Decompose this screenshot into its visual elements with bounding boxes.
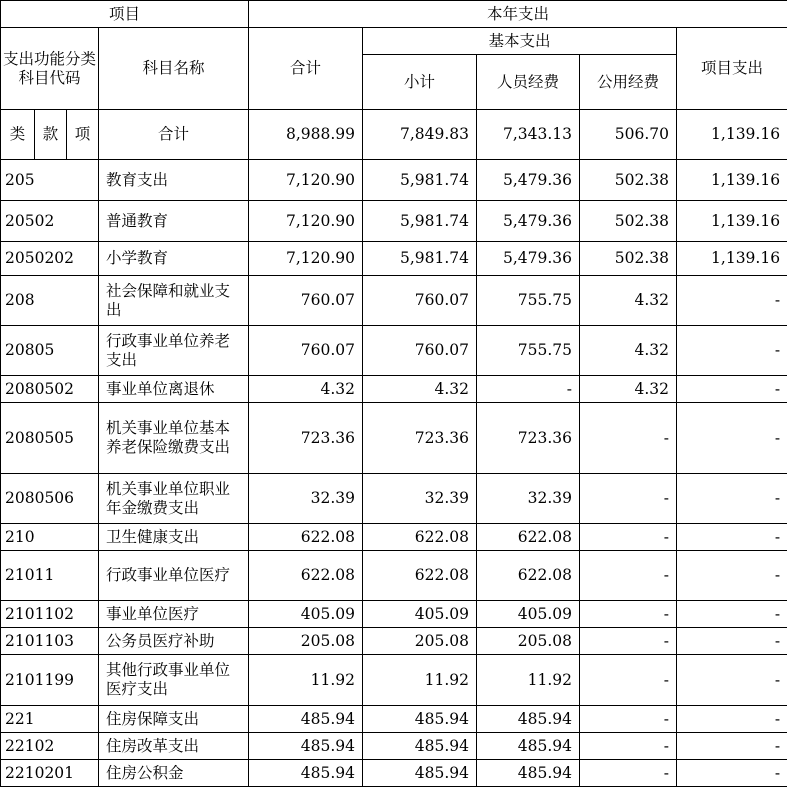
row-project: - xyxy=(677,403,787,474)
row-total: 4.32 xyxy=(249,376,363,403)
row-project: - xyxy=(677,733,787,760)
table-row xyxy=(1,733,787,760)
row-code: 2101199 xyxy=(1,655,99,706)
row-subtotal: 5,981.74 xyxy=(363,242,477,276)
row-subject-name-text: 教育支出 xyxy=(106,171,241,190)
row-personnel: 622.08 xyxy=(477,524,580,551)
total-row-public: 506.70 xyxy=(580,110,677,160)
row-subject-name xyxy=(99,160,249,201)
row-subject-name-text: 公务员医疗补助 xyxy=(106,632,241,651)
row-project: - xyxy=(677,706,787,733)
row-subtotal: 11.92 xyxy=(363,655,477,706)
row-subject-name xyxy=(99,706,249,733)
total-row-label: 合计 xyxy=(99,110,249,160)
row-subtotal: 622.08 xyxy=(363,551,477,601)
row-public: - xyxy=(580,760,677,787)
row-public: 502.38 xyxy=(580,201,677,242)
row-project: - xyxy=(677,376,787,403)
row-subject-name-text: 普通教育 xyxy=(106,212,241,231)
table-row xyxy=(1,242,787,276)
row-personnel: 723.36 xyxy=(477,403,580,474)
header-project-expenditure: 项目支出 xyxy=(677,28,787,110)
header-public-cost: 公用经费 xyxy=(580,55,677,110)
row-subject-name-text: 机关事业单位基本养老保险缴费支出 xyxy=(106,419,241,457)
total-row-project: 1,139.16 xyxy=(677,110,787,160)
row-project: - xyxy=(677,276,787,326)
row-subject-name xyxy=(99,376,249,403)
row-subject-name xyxy=(99,601,249,628)
row-personnel: 485.94 xyxy=(477,760,580,787)
row-personnel: 5,479.36 xyxy=(477,160,580,201)
row-total: 760.07 xyxy=(249,276,363,326)
row-code: 2050202 xyxy=(1,242,99,276)
row-personnel: 755.75 xyxy=(477,326,580,376)
row-project: - xyxy=(677,628,787,655)
row-total: 622.08 xyxy=(249,551,363,601)
row-project: - xyxy=(677,474,787,524)
row-personnel: 485.94 xyxy=(477,706,580,733)
row-subject-name xyxy=(99,524,249,551)
row-subject-name xyxy=(99,628,249,655)
row-total: 405.09 xyxy=(249,601,363,628)
row-personnel: 5,479.36 xyxy=(477,201,580,242)
table-row xyxy=(1,601,787,628)
row-subtotal: 32.39 xyxy=(363,474,477,524)
row-subject-name-text: 住房改革支出 xyxy=(106,737,241,756)
row-project: - xyxy=(677,326,787,376)
row-subtotal: 622.08 xyxy=(363,524,477,551)
row-project: 1,139.16 xyxy=(677,160,787,201)
total-row-personnel: 7,343.13 xyxy=(477,110,580,160)
expenditure-rows xyxy=(1,160,787,787)
row-public: 4.32 xyxy=(580,376,677,403)
row-total: 7,120.90 xyxy=(249,160,363,201)
row-total: 7,120.90 xyxy=(249,201,363,242)
total-row-total: 8,988.99 xyxy=(249,110,363,160)
row-personnel: 32.39 xyxy=(477,474,580,524)
row-subtotal: 723.36 xyxy=(363,403,477,474)
row-personnel: 11.92 xyxy=(477,655,580,706)
row-public: - xyxy=(580,474,677,524)
header-item: 项目 xyxy=(1,1,249,28)
row-subject-name xyxy=(99,655,249,706)
header-function-code-text: 支出功能分类科目代码 xyxy=(3,50,96,88)
row-subject-name xyxy=(99,201,249,242)
row-personnel: 622.08 xyxy=(477,551,580,601)
row-subtotal: 5,981.74 xyxy=(363,201,477,242)
table-row xyxy=(1,276,787,326)
row-subject-name xyxy=(99,326,249,376)
row-subject-name-text: 小学教育 xyxy=(106,249,241,268)
row-subject-name-text: 住房公积金 xyxy=(106,764,241,783)
row-total: 485.94 xyxy=(249,706,363,733)
row-project: - xyxy=(677,655,787,706)
row-total: 622.08 xyxy=(249,524,363,551)
row-total: 760.07 xyxy=(249,326,363,376)
row-subtotal: 485.94 xyxy=(363,733,477,760)
table-row xyxy=(1,524,787,551)
row-public: - xyxy=(580,601,677,628)
row-code: 221 xyxy=(1,706,99,733)
row-total: 7,120.90 xyxy=(249,242,363,276)
header-xiang: 项 xyxy=(67,110,99,160)
table-row xyxy=(1,655,787,706)
row-subject-name xyxy=(99,760,249,787)
row-subtotal: 760.07 xyxy=(363,276,477,326)
row-public: - xyxy=(580,551,677,601)
row-subject-name xyxy=(99,242,249,276)
row-subtotal: 760.07 xyxy=(363,326,477,376)
table-row xyxy=(1,551,787,601)
row-subject-name-text: 其他行政事业单位医疗支出 xyxy=(106,661,241,699)
row-public: - xyxy=(580,524,677,551)
row-code: 2101103 xyxy=(1,628,99,655)
row-total: 723.36 xyxy=(249,403,363,474)
row-code: 2080505 xyxy=(1,403,99,474)
row-subtotal: 405.09 xyxy=(363,601,477,628)
row-subject-name-text: 卫生健康支出 xyxy=(106,528,241,547)
row-subject-name-text: 社会保障和就业支出 xyxy=(106,282,241,320)
header-function-code xyxy=(1,28,99,110)
row-project: - xyxy=(677,524,787,551)
table-row xyxy=(1,403,787,474)
row-subject-name xyxy=(99,551,249,601)
header-subtotal: 小计 xyxy=(363,55,477,110)
row-total: 485.94 xyxy=(249,760,363,787)
row-subject-name xyxy=(99,474,249,524)
row-public: 4.32 xyxy=(580,276,677,326)
row-code: 20805 xyxy=(1,326,99,376)
row-code: 21011 xyxy=(1,551,99,601)
table-row xyxy=(1,628,787,655)
row-project: 1,139.16 xyxy=(677,201,787,242)
row-subtotal: 4.32 xyxy=(363,376,477,403)
table-row xyxy=(1,706,787,733)
row-code: 210 xyxy=(1,524,99,551)
row-code: 2101102 xyxy=(1,601,99,628)
row-subject-name-text: 事业单位医疗 xyxy=(106,605,241,624)
header-lei: 类 xyxy=(1,110,35,160)
header-kuan: 款 xyxy=(35,110,67,160)
header-basic-expenditure: 基本支出 xyxy=(363,28,677,55)
row-subject-name xyxy=(99,403,249,474)
table-row xyxy=(1,474,787,524)
row-personnel: 205.08 xyxy=(477,628,580,655)
row-subject-name xyxy=(99,733,249,760)
header-personnel-cost: 人员经费 xyxy=(477,55,580,110)
row-subject-name xyxy=(99,276,249,326)
row-subtotal: 205.08 xyxy=(363,628,477,655)
row-subject-name-text: 机关事业单位职业年金缴费支出 xyxy=(106,480,241,518)
row-code: 208 xyxy=(1,276,99,326)
total-row-subtotal: 7,849.83 xyxy=(363,110,477,160)
row-subject-name-text: 行政事业单位医疗 xyxy=(106,566,241,585)
row-public: - xyxy=(580,628,677,655)
row-project: - xyxy=(677,760,787,787)
row-public: - xyxy=(580,655,677,706)
header-subject-name: 科目名称 xyxy=(99,28,249,110)
row-project: - xyxy=(677,551,787,601)
header-total: 合计 xyxy=(249,28,363,110)
row-subject-name-text: 事业单位离退休 xyxy=(106,380,241,399)
row-personnel: 485.94 xyxy=(477,733,580,760)
row-total: 205.08 xyxy=(249,628,363,655)
row-code: 205 xyxy=(1,160,99,201)
row-personnel: 405.09 xyxy=(477,601,580,628)
row-subtotal: 5,981.74 xyxy=(363,160,477,201)
row-personnel: - xyxy=(477,376,580,403)
table-row xyxy=(1,760,787,787)
row-code: 22102 xyxy=(1,733,99,760)
row-total: 11.92 xyxy=(249,655,363,706)
row-subtotal: 485.94 xyxy=(363,760,477,787)
row-public: 502.38 xyxy=(580,160,677,201)
row-public: 502.38 xyxy=(580,242,677,276)
row-code: 2080502 xyxy=(1,376,99,403)
row-public: - xyxy=(580,733,677,760)
row-code: 2080506 xyxy=(1,474,99,524)
table-row xyxy=(1,326,787,376)
row-total: 32.39 xyxy=(249,474,363,524)
row-code: 20502 xyxy=(1,201,99,242)
row-personnel: 5,479.36 xyxy=(477,242,580,276)
row-public: - xyxy=(580,706,677,733)
table-row xyxy=(1,160,787,201)
row-subtotal: 485.94 xyxy=(363,706,477,733)
row-project: 1,139.16 xyxy=(677,242,787,276)
row-subject-name-text: 住房保障支出 xyxy=(106,710,241,729)
header-annual-expenditure: 本年支出 xyxy=(249,1,787,28)
table-row xyxy=(1,201,787,242)
row-code: 2210201 xyxy=(1,760,99,787)
row-public: - xyxy=(580,403,677,474)
row-total: 485.94 xyxy=(249,733,363,760)
row-public: 4.32 xyxy=(580,326,677,376)
row-personnel: 755.75 xyxy=(477,276,580,326)
row-subject-name-text: 行政事业单位养老支出 xyxy=(106,332,241,370)
table-row xyxy=(1,376,787,403)
row-project: - xyxy=(677,601,787,628)
